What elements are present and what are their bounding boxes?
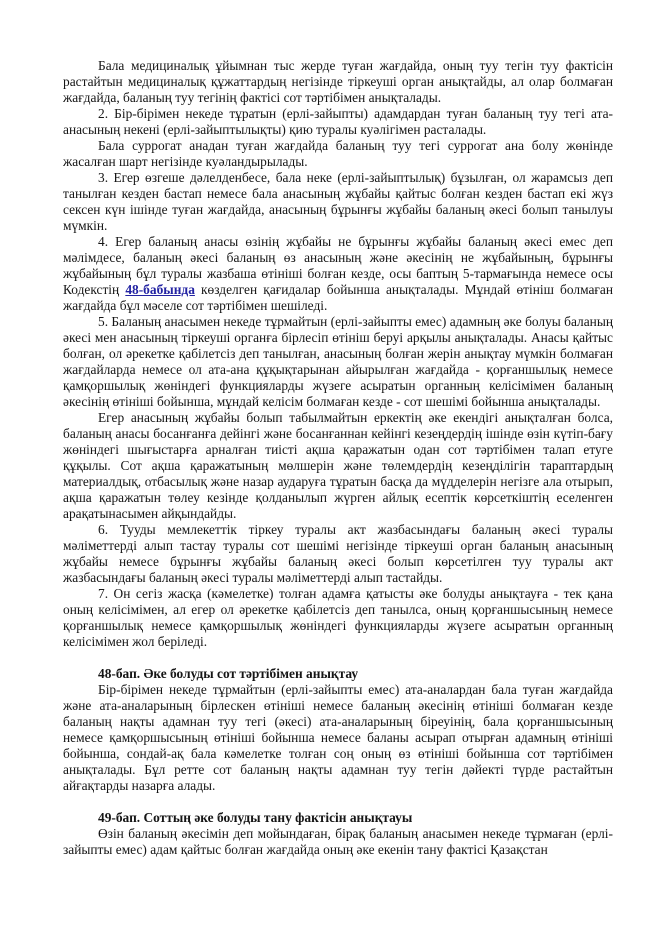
paragraph-surrogate: Бала суррогат анадан туған жағдайда баланың туу тегі суррогат ана болу жөнінде жасалған шарт негізінде куәландырылады. xyxy=(63,138,613,169)
article-49-heading: 49-бап. Соттың әке болуды тану фактісін анықтауы xyxy=(98,810,413,825)
paragraph-article-48-body: Бір-бірімен некеде тұрмайтын (ерлі-зайыпты емес) ата-аналардан бала туған жағдайда және ата-аналарының бірлескен өтініші немесе баланың әкесінің өтініші болмаған кезде баланың нақты адамнан туу тегі (әкесі) ата-аналарының біреуінің, бала қорғаншысының немесе қамқоршысының өтініші бойынша немесе баланы асырап отырған адамның өтініші бойынша, сондай-ақ бала кәмелетке толған соң оның өз өтініші бойынша сот тәртібімен анықталады. Бұл ретте сот баланың нақты адамнан туу тегін дәйекті түрде растайтын айғақтарды назарға алады. xyxy=(63,682,613,793)
paragraph-point-3: 3. Егер өзгеше дәлелденбесе, бала неке (ерлі-зайыптылық) бұзылған, ол жарамсыз деп танылған кезден бастап немесе бала анасының жұбайы қайтыс болған кезден бастап екі жүз сексен күн ішінде туған жағдайда, анасының бұрынғы жұбайы баланың әкесі болып танылуы мүмкін. xyxy=(63,170,613,233)
paragraph-point-5: 5. Баланың анасымен некеде тұрмайтын (ерлі-зайыпты емес) адамның әке болуы баланың әкесі мен анасының тіркеуші органға бірлесіп өтініш беруі арқылы анықталады. Анасы қайтыс болған, ол әрекетке қабілетсіз деп танылған, анасының болған жерін анықтау мүмкін болмаған жағдайларда немесе ол ата-ана құқықтарынан айырылған жағдайда - қорғаншылық немесе қамқоршылық жөніндегі функцияларды жүзеге асыратын органның келісімімен баланың әкесінің өтініші бойынша, мұндай келісім болмаған кезде - сот шешімі бойынша анықталады. xyxy=(63,314,613,409)
paragraph-text-before-link: 4. Егер баланың анасы өзінің жұбайы не бұрынғы жұбайы баланың әкесі емес деп мәлімдесе, баланың әкесі баланың өз анасының және әкесінің не жұбайының, бұрынғы жұбайының бұл туралы жазбаша өтініші болған кезде, осы баптың 5-тармағында немесе осы Кодекстің xyxy=(63,234,613,297)
paragraph-alimony: Егер анасының жұбайы болып табылмайтын еркектің әке екендігі анықталған болса, баланың анасы босанғанға дейінгі және босанғаннан кейінгі кезеңдердің ішінде өзін күтіп-бағу жөніндегі шығыстарға арналған тиісті ақша қаражатын одан сот тәртібімен талап етуге құқылы. Сот ақша қаражатының мөлшерін және төлемдердің кезеңділігін тараптардың материалдық, отбасылық және назар аударуға тұратын басқа да мүдделерін негізге ала отырып, ақша қаражатын төлеу кезінде қолданылып жүрген айлық есептік көрсеткіштің еселенген арақатынасымен айқындайды. xyxy=(63,410,613,521)
article-48-link[interactable]: 48-бабында xyxy=(125,282,195,297)
paragraph-article-49-body: Өзін баланың әкесімін деп мойындаған, бірақ баланың анасымен некеде тұрмаған (ерлі-зайыпты емес) адам қайтыс болған жағдайда оның әке екенін тану фактісі Қазақстан xyxy=(63,826,613,857)
paragraph-point-7: 7. Он сегіз жасқа (кәмелетке) толған адамға қатысты әке болуды анықтауға - тек қана оның келісімімен, ал егер ол әрекетке қабілетсіз деп танылса, оның қорғаншысының немесе қорғаншылық немесе қамқоршылық жөніндегі функцияларды жүзеге асыратын органның келісімімен жол беріледі. xyxy=(63,586,613,649)
paragraph-birth-fact: Бала медициналық ұйымнан тыс жерде туған жағдайда, оның туу тегін туу фактісін растайтын медициналық құжаттардың негізінде тіркеуші орган анықтайды, ал олар болмаған жағдайда, баланың туу тегінің фактісі сот тәртібімен анықталады. xyxy=(63,58,613,105)
paragraph-point-2: 2. Бір-бірімен некеде тұратын (ерлі-зайыпты) адамдардан туған баланың туу тегі ата-анасының некені (ерлі-зайыптылықты) қию туралы куәлігімен расталады. xyxy=(63,106,613,137)
paragraph-text-after-link: көзделген қағидалар бойынша анықталады. Мұндай өтініш болмаған жағдайда бұл мәселе сот тәртібімен шешіледі. xyxy=(63,282,613,313)
document-body xyxy=(63,58,613,858)
paragraph-point-4 xyxy=(63,234,613,314)
article-48-heading: 48-бап. Әке болуды сот тәртібімен анықтау xyxy=(98,666,359,681)
paragraph-point-6: 6. Тууды мемлекеттік тіркеу туралы акт жазбасындағы баланың әкесі туралы мәліметтерді алып тастау туралы сот шешімі негізінде тіркеуші орган баланың анасының жұбайы немесе бұрынғы жұбайы баланың әкесі болып көрсетілген туу туралы акт жазбасындағы баланың әкесі туралы мәліметтерді алып тастайды. xyxy=(63,522,613,585)
